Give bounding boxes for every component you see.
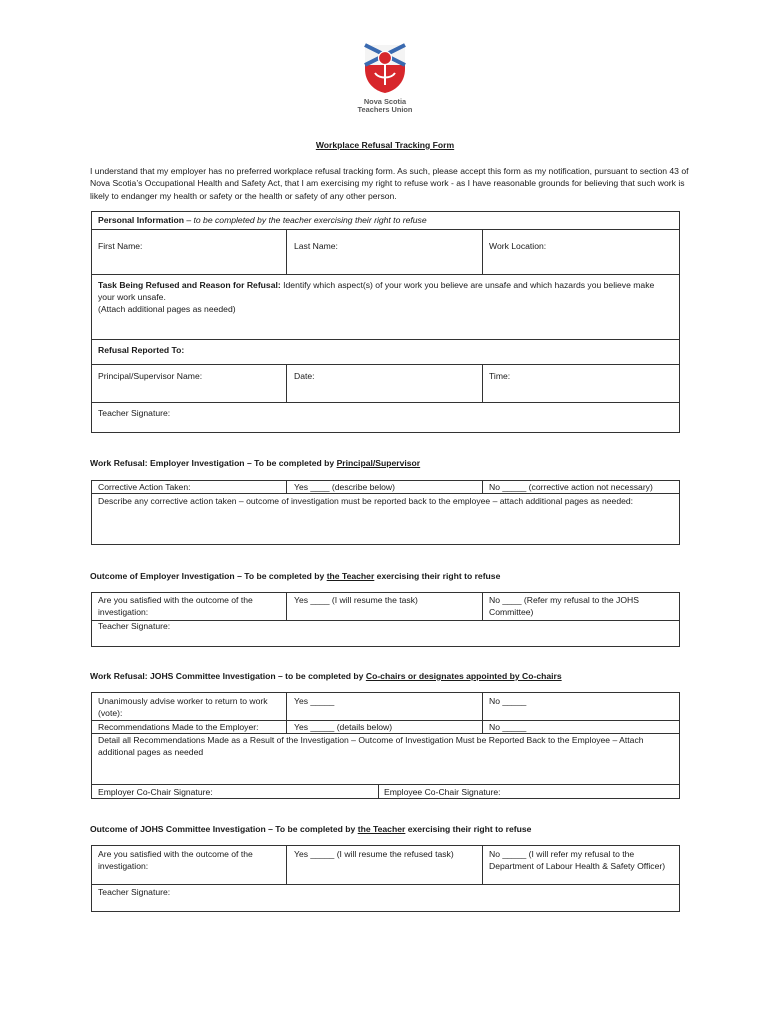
johs-satisfied-yes[interactable]: Yes _____ (I will resume the refused task) (294, 849, 454, 859)
time-field[interactable]: Time: (489, 371, 511, 381)
employer-cochair-signature-field[interactable]: Employer Co-Chair Signature: (98, 787, 213, 797)
johs-satisfied-question: Are you satisfied with the outcome of the investigation: (98, 849, 253, 871)
recommendations-label: Recommendations Made to the Employer: (98, 722, 259, 732)
johs-satisfied-no[interactable]: No _____ (I will refer my refusal to the Department of Labour Health & Safety Officer) (489, 849, 666, 871)
johs-outcome-signature-field[interactable]: Teacher Signature: (98, 887, 171, 897)
johs-investigation-title: Work Refusal: JOHS Committee Investigation – to be completed by Co-chairs or designates appointed by Co-chairs (90, 671, 562, 681)
employee-cochair-signature-field[interactable]: Employee Co-Chair Signature: (384, 787, 501, 797)
employer-satisfied-question: Are you satisfied with the outcome of the investigation: (98, 595, 253, 617)
unanimous-advice-label: Unanimously advise worker to return to work (vote): (98, 696, 268, 718)
corrective-no-option[interactable]: No _____ (corrective action not necessary) (489, 482, 653, 492)
recommendations-detail-field[interactable]: Detail all Recommendations Made as a Result of the Investigation – Outcome of Investigation Must be Reported Back to the Employee – Attach additional pages as needed (98, 735, 644, 757)
corrective-description-field[interactable]: Describe any corrective action taken – outcome of investigation must be reported back to the employee – attach additional pages as needed: (98, 496, 634, 506)
first-name-field[interactable]: First Name: (98, 241, 143, 251)
recommendations-no-option[interactable]: No _____ (489, 722, 527, 732)
intro-paragraph: I understand that my employer has no preferred workplace refusal tracking form. As such, please accept this form as my notification, pursuant to section 43 of Nova Scotia’s Occupational Health and Safety Act, that I am exercising my right to refuse work - as I have reasonable grounds for believing that such work is likely to endanger my health or safety or the health or safety of any other person. (90, 166, 689, 201)
employer-outcome-signature-field[interactable]: Teacher Signature: (98, 621, 171, 631)
form-title: Workplace Refusal Tracking Form (315, 140, 455, 150)
employer-satisfied-no[interactable]: No ____ (Refer my refusal to the JOHS Committee) (489, 595, 639, 617)
shield-logo-icon (363, 43, 407, 95)
last-name-field[interactable]: Last Name: (294, 241, 338, 251)
logo-line-2: Teachers Union (357, 105, 413, 115)
corrective-yes-option[interactable]: Yes ____ (describe below) (294, 482, 395, 492)
employer-satisfied-yes[interactable]: Yes ____ (I will resume the task) (294, 595, 418, 605)
task-refused-field[interactable]: Task Being Refused and Reason for Refusal: Identify which aspect(s) of your work you believe are unsafe and which hazards you believe make your work unsafe. (Attach additional pages as needed) (98, 280, 655, 314)
employer-outcome-title: Outcome of Employer Investigation – To be completed by the Teacher exercising their right to refuse (90, 571, 501, 581)
unanimous-no-option[interactable]: No _____ (489, 696, 527, 706)
johs-outcome-title: Outcome of JOHS Committee Investigation – To be completed by the Teacher exercising their right to refuse (90, 824, 532, 834)
work-location-field[interactable]: Work Location: (489, 241, 547, 251)
personal-info-table (91, 211, 680, 433)
refusal-reported-heading: Refusal Reported To: (98, 345, 185, 355)
corrective-action-label: Corrective Action Taken: (98, 482, 191, 492)
date-field[interactable]: Date: (294, 371, 315, 381)
recommendations-yes-option[interactable]: Yes _____ (details below) (294, 722, 393, 732)
teacher-signature-field[interactable]: Teacher Signature: (98, 408, 171, 418)
unanimous-yes-option[interactable]: Yes _____ (294, 696, 335, 706)
principal-name-field[interactable]: Principal/Supervisor Name: (98, 371, 203, 381)
logo-line-1: Nova Scotia (363, 97, 407, 106)
personal-info-heading: Personal Information – to be completed by the teacher exercising their right to refuse (98, 215, 427, 225)
employer-investigation-title: Work Refusal: Employer Investigation – To be completed by Principal/Supervisor (90, 458, 421, 468)
nstu-logo (355, 43, 415, 115)
